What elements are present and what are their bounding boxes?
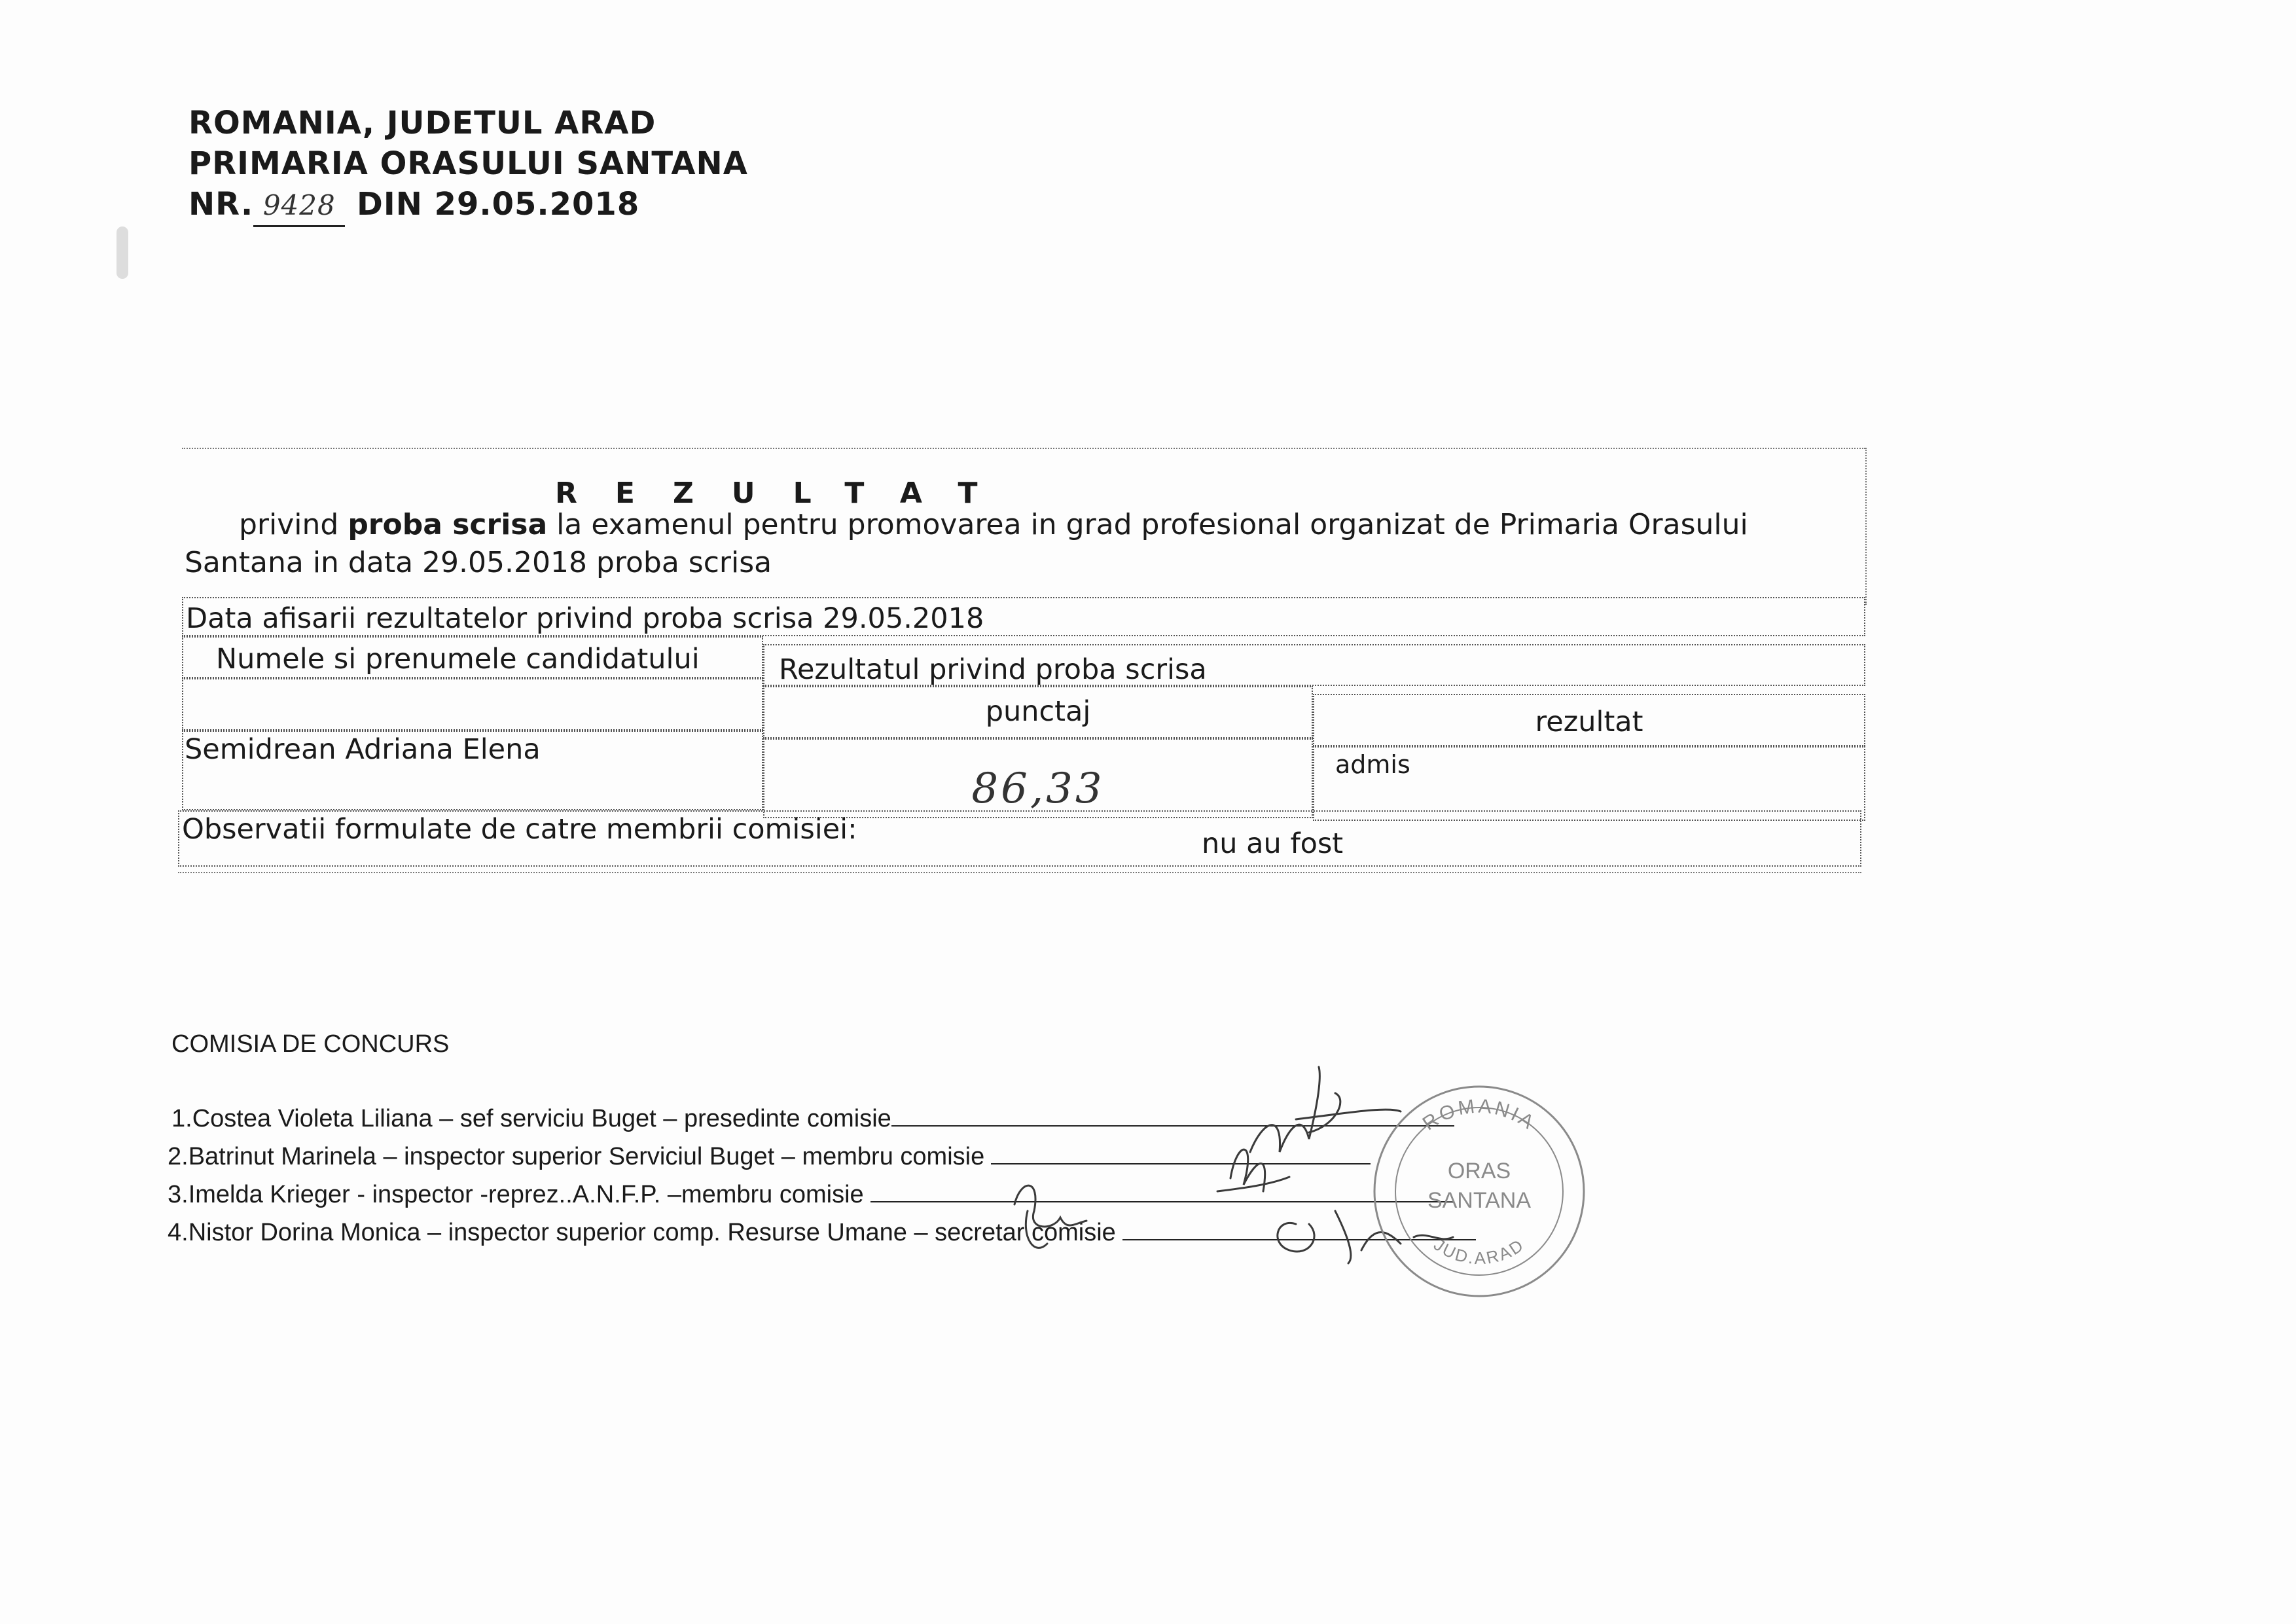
row-points-value: 86,33 [971,765,1105,813]
svg-text:ROMANIA [1419,1095,1540,1134]
signature-2 [1217,1149,1289,1191]
header-outcome-cell: rezultat [1313,694,1865,746]
frame-right-line [1865,448,1868,605]
svg-text:JUD.ARAD [1430,1235,1528,1268]
header-institution: PRIMARIA ORASULUI SANTANA [188,145,748,182]
observations-label: Observatii formulate de catre membrii comisiei: [182,813,857,846]
stamp-middle-text-1: ORAS [1447,1159,1511,1183]
signature-3 [1014,1185,1086,1248]
row-outcome-cell: admis [1313,746,1865,821]
official-stamp [1361,1074,1597,1309]
result-intro-line1: privind proba scrisa la examenul pentru promovarea in grad profesional organizat de Primaria Orasului [239,508,1748,541]
result-intro-line2: Santana in data 29.05.2018 proba scrisa [185,546,772,579]
stamp-top-text: ROMANIA [1418,1095,1540,1135]
row-points-cell [763,738,1313,818]
commission-title: COMISIA DE CONCURS [171,1030,450,1058]
header-county: ROMANIA, JUDETUL ARAD [188,105,656,141]
stamp-middle-text-2: SANTANA [1427,1188,1532,1213]
result-intro-bold: proba scrisa [348,508,548,541]
observations-underline [178,872,1861,875]
frame-top-line [182,448,1865,450]
commission-member-2: 2.Batrinut Marinela – inspector superior Serviciul Buget – membru comisie [168,1138,1371,1176]
observations-row [178,810,1861,867]
registration-prefix: NR. [188,186,254,223]
display-date-row: Data afisarii rezultatelor privind proba scrisa 29.05.2018 [182,597,1865,636]
commission-member-1: 1.Costea Violeta Liliana – sef serviciu Buget – presedinte comisie [171,1100,1454,1138]
header-registration [188,185,639,227]
scan-artifact [117,226,128,279]
registration-date: DIN 29.05.2018 [356,186,640,223]
stamp-bottom-text: JUD.ARAD [1430,1234,1528,1269]
result-title: REZULTAT [555,477,1016,510]
observations-value: nu au fost [1202,827,1344,860]
header-name-cell: Numele si prenumele candidatului [182,636,763,678]
header-points-cell: punctaj [763,686,1313,738]
header-result-group-cell: Rezultatul privind proba scrisa [763,644,1865,686]
header-empty-cell [182,678,763,731]
registration-number: 9428 [262,189,336,221]
commission-member-4: 4.Nistor Dorina Monica – inspector superior comp. Resurse Umane – secretar comisie [168,1214,1476,1252]
commission-member-3: 3.Imelda Krieger - inspector -reprez..A.N.F.P. –membru comisie [168,1176,1454,1214]
row-name-cell: Semidrean Adriana Elena [182,731,763,810]
